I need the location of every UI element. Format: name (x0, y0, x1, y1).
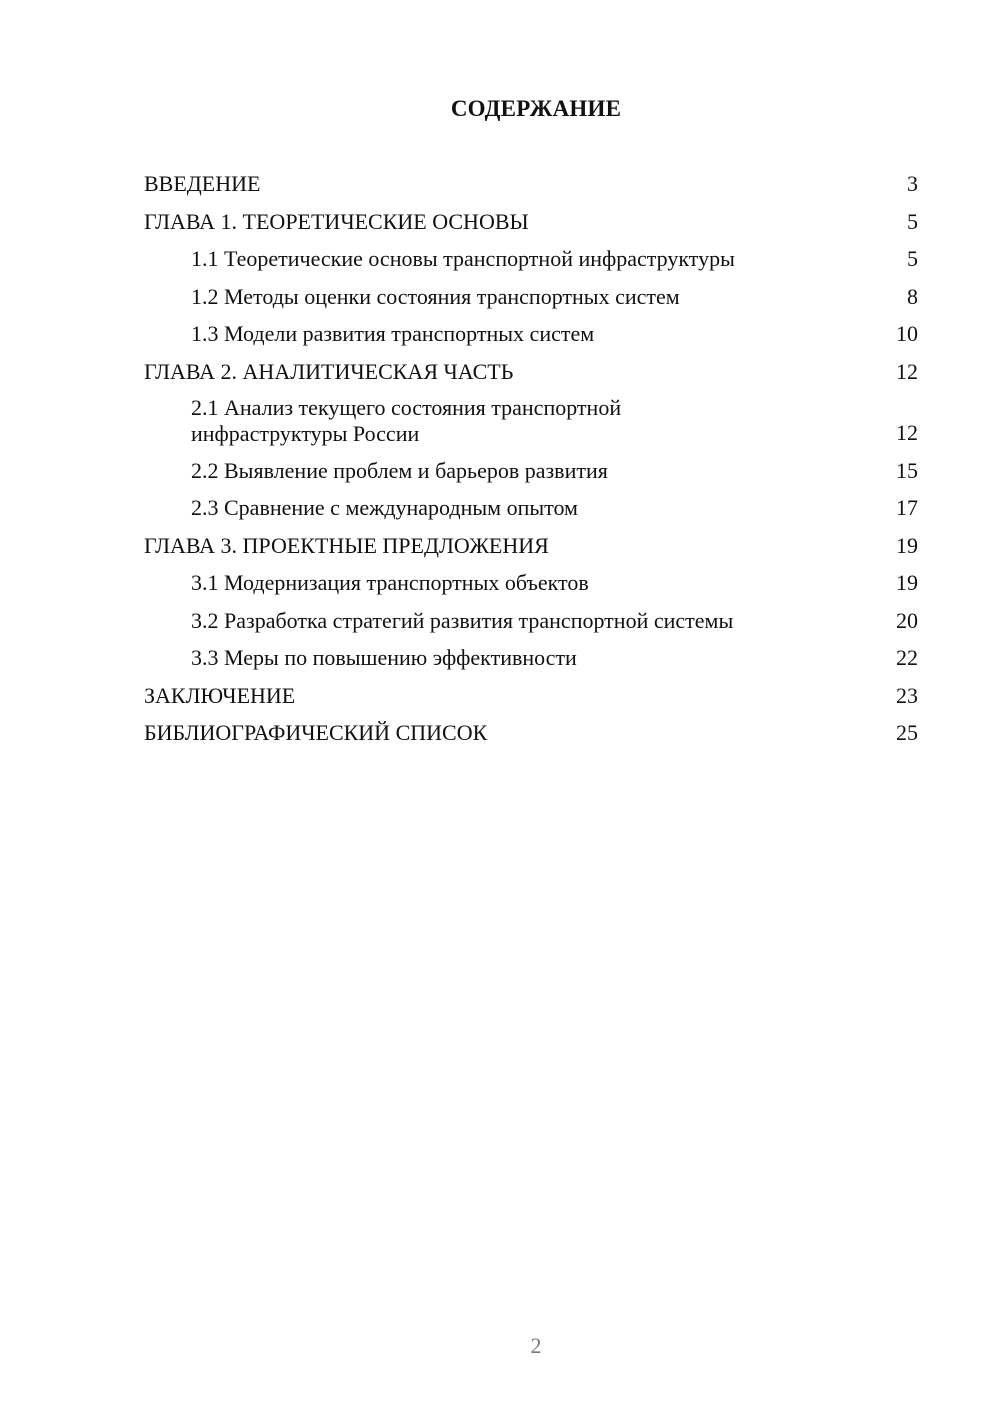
toc-entry-section-3-1[interactable] (144, 569, 920, 597)
toc-entry-page: 19 (896, 570, 918, 595)
toc-entry-title: ГЛАВА 1. ТЕОРЕТИЧЕСКИЕ ОСНОВЫ (144, 208, 529, 234)
toc-entry-page: 23 (896, 682, 918, 708)
table-of-contents (144, 170, 920, 757)
toc-entry-title: 2.1 Анализ текущего состояния транспортной инфраструктуры России (191, 395, 622, 446)
toc-entry-title: ГЛАВА 3. ПРОЕКТНЫЕ ПРЕДЛОЖЕНИЯ (144, 532, 549, 558)
toc-entry-conclusion[interactable] (144, 682, 920, 710)
toc-entry-title: 2.3 Сравнение с международным опытом (191, 495, 578, 520)
toc-entry-section-3-3[interactable] (144, 644, 920, 672)
toc-entry-chapter-1[interactable] (144, 208, 920, 236)
toc-entry-page: 17 (896, 495, 918, 520)
toc-entry-title: ЗАКЛЮЧЕНИЕ (144, 682, 296, 708)
toc-entry-page: 12 (896, 358, 918, 384)
toc-entry-page: 20 (896, 607, 918, 633)
toc-entry-section-3-2[interactable] (144, 607, 920, 635)
toc-entry-page: 19 (896, 532, 918, 558)
toc-entry-page: 10 (896, 321, 918, 346)
toc-entry-chapter-2[interactable] (144, 358, 920, 386)
page-title: СОДЕРЖАНИЕ (450, 96, 622, 121)
toc-entry-title: 1.3 Модели развития транспортных систем (191, 321, 595, 346)
toc-entry-title: БИБЛИОГРАФИЧЕСКИЙ СПИСОК (144, 720, 488, 745)
toc-entry-page: 5 (907, 246, 918, 271)
toc-entry-title: ГЛАВА 2. АНАЛИТИЧЕСКАЯ ЧАСТЬ (144, 358, 514, 384)
toc-entry-page: 15 (896, 457, 918, 483)
toc-entry-title: ВВЕДЕНИЕ (144, 171, 261, 196)
toc-entry-title: 3.1 Модернизация транспортных объектов (191, 570, 589, 595)
toc-entry-chapter-3[interactable] (144, 532, 920, 560)
toc-entry-title: 2.2 Выявление проблем и барьеров развития (191, 457, 608, 483)
toc-entry-section-2-2[interactable] (144, 457, 920, 485)
toc-entry-section-2-3[interactable] (144, 494, 920, 522)
toc-entry-page: 25 (896, 720, 918, 745)
toc-entry-title: 1.2 Методы оценки состояния транспортных систем (191, 283, 680, 309)
toc-entry-section-1-2[interactable] (144, 283, 920, 311)
toc-entry-page: 22 (896, 645, 918, 670)
toc-entry-page: 12 (896, 420, 918, 445)
toc-entry-page: 8 (907, 283, 918, 309)
toc-entry-page: 5 (907, 208, 918, 234)
toc-entry-title: 3.3 Меры по повышению эффективности (191, 645, 577, 670)
toc-entry-introduction[interactable] (144, 170, 920, 198)
toc-entry-title: 1.1 Теоретические основы транспортной инфраструктуры (191, 246, 735, 271)
page-number: 2 (530, 1333, 542, 1358)
toc-entry-section-1-1[interactable] (144, 245, 920, 273)
toc-entry-section-1-3[interactable] (144, 320, 920, 348)
toc-entry-bibliography[interactable] (144, 719, 920, 747)
toc-entry-title: 3.2 Разработка стратегий развития транспортной системы (191, 607, 734, 633)
toc-entry-section-2-1[interactable] (144, 395, 920, 447)
toc-entry-page: 3 (907, 171, 918, 196)
